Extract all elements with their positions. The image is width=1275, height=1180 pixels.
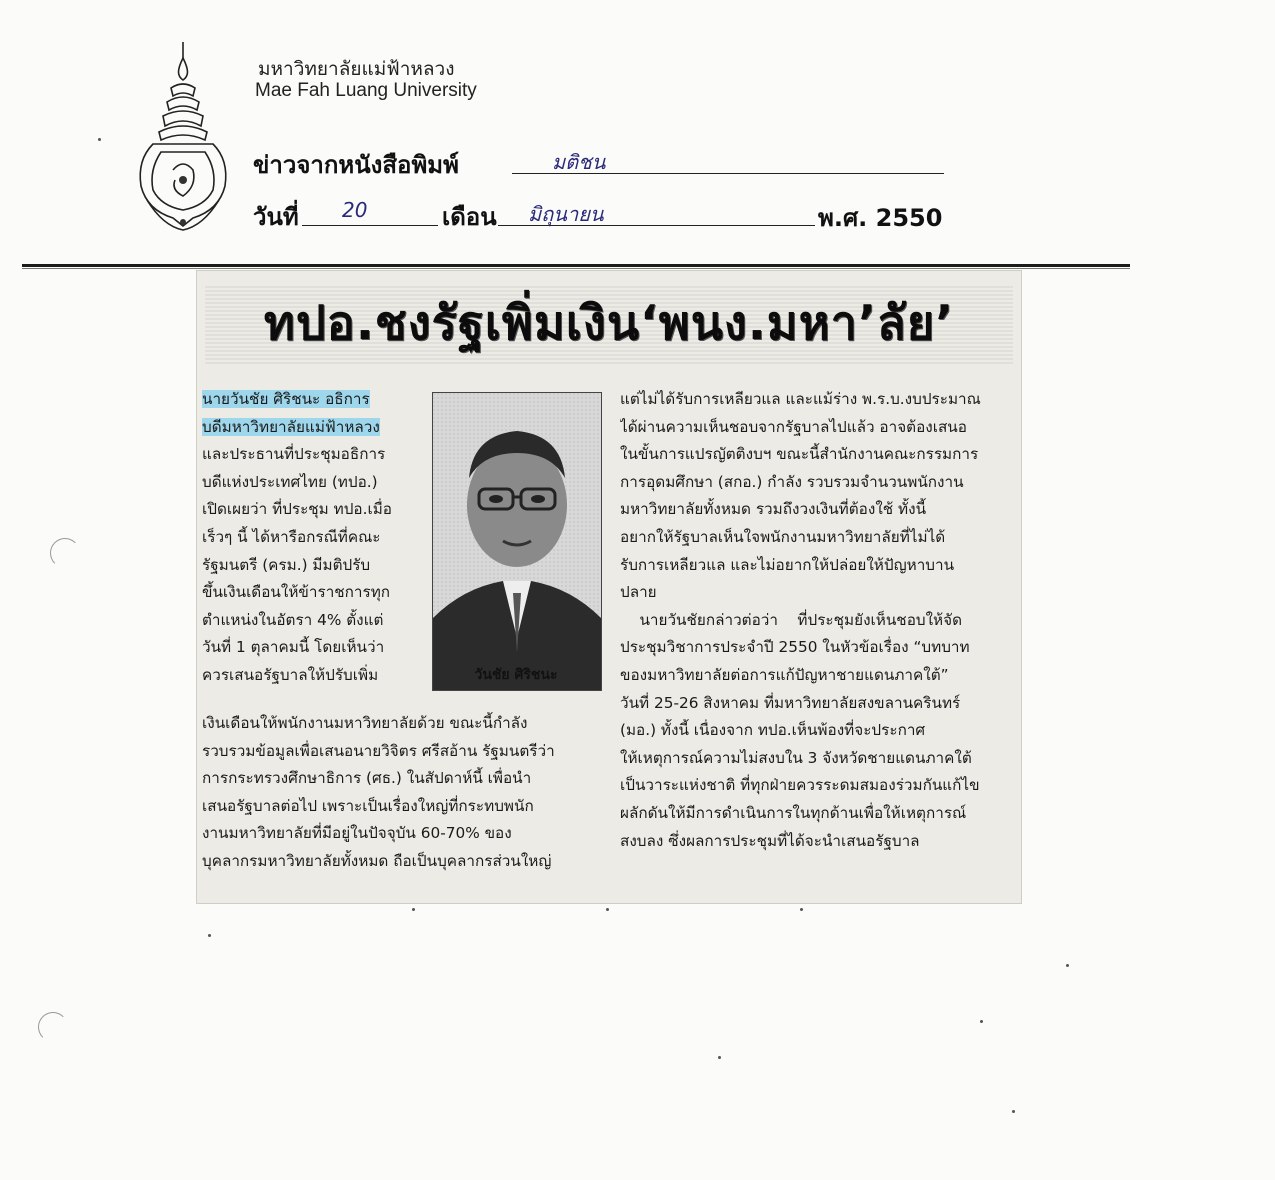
month-value-handwritten: มิถุนายน [528,202,604,226]
article-line [202,414,430,442]
article-line: การอุดมศึกษา (สกอ.) กำลัง รวบรวมจำนวนพนักงาน [620,472,964,491]
article-line: ของมหาวิทยาลัยต่อการแก้ปัญหาชายแดนภาคใต้” [620,665,949,684]
header-divider [22,264,1130,267]
highlighted-text: บดีมหาวิทยาลัยแม่ฟ้าหลวง [202,417,380,436]
scan-speck [1012,1110,1015,1113]
article-line: เสนอรัฐบาลต่อไป เพราะเป็นเรื่องใหญ่ที่กระทบพนัก [202,796,534,815]
scan-speck [208,934,211,937]
article-line: นายวันชัยกล่าวต่อว่า ที่ประชุมยังเห็นชอบให้จัด [620,610,963,629]
highlighted-text: นายวันชัย ศิริชนะ อธิการ [202,390,370,408]
article-line: ประชุมวิชาการประจำปี 2550 ในหัวข้อเรื่อง “บทบาท [620,638,970,657]
article-line: อยากให้รัฐบาลเห็นใจพนักงานมหาวิทยาลัยที่ไม่ได้ [620,527,946,546]
header-divider-thin [22,268,1130,269]
newspaper-name-field [512,146,944,174]
article-line: และประธานที่ประชุมอธิการ [202,445,386,464]
scan-speck [980,1020,983,1023]
scan-speck [412,908,415,911]
article-line: เป็นวาระแห่งชาติ ที่ทุกฝ่ายควรระดมสมองร่วมกันแก้ไข [620,776,980,795]
article-line: ปลาย [620,583,657,602]
article-left-column-narrow [202,386,430,690]
article-line [202,386,430,414]
university-name-english: Mae Fah Luang University [255,80,477,101]
day-field [302,198,438,226]
article-line: วันที่ 1 ตุลาคมนี้ โดยเห็นว่า [202,638,385,657]
scan-speck [1066,964,1069,967]
article-line: เปิดเผยว่า ที่ประชุม ทปอ.เมื่อ [202,500,392,519]
article-line: รับการเหลียวแล และไม่อยากให้ปล่อยให้ปัญหาบาน [620,555,955,574]
punch-hole-mark [50,538,80,568]
article-line: รัฐมนตรี (ครม.) มีมติปรับ [202,555,371,574]
article-line: ผลักดันให้มีการดำเนินการในทุกด้านเพื่อให้เหตุการณ์ [620,803,967,822]
article-line: บดีแห่งประเทศไทย (ทปอ.) [202,472,378,491]
scan-speck [606,908,609,911]
scan-speck [98,138,101,141]
article-line: มหาวิทยาลัยทั้งหมด รวมถึงวงเงินที่ต้องใช้ ทั้งนี้ [620,500,927,519]
news-from-label: ข่าวจากหนังสือพิมพ์ [253,151,459,179]
article-line: งานมหาวิทยาลัยที่มีอยู่ในปัจจุบัน 60-70% ของ [202,824,512,843]
article-headline: ทปอ.ชงรัฐเพิ่มเงิน‘พนง.มหา’ลัย’ [205,284,1013,364]
day-label: วันที่ [253,203,299,231]
day-value-handwritten: 20 [342,198,368,222]
article-line: เงินเดือนให้พนักงานมหาวิทยาลัยด้วย ขณะนี้กำลัง [202,714,528,732]
month-label: เดือน [442,203,497,231]
article-line: แต่ไม่ได้รับการเหลียวแล และแม้ร่าง พ.ร.บ.งบประมาณ [620,390,981,408]
article-line: ให้เหตุการณ์ความไม่สงบใน 3 จังหวัดชายแดนภาคใต้ [620,748,972,767]
university-logo [133,40,233,235]
newspaper-name-handwritten: มติชน [552,150,606,174]
article-line: เร็วๆ นี้ ได้หารือกรณีที่คณะ [202,527,381,546]
article-line: ได้ผ่านความเห็นชอบจากรัฐบาลไปแล้ว อาจต้องเสนอ [620,417,967,436]
university-name-thai: มหาวิทยาลัยแม่ฟ้าหลวง [258,58,455,80]
portrait-illustration [433,393,601,690]
article-line: วันที่ 25-26 สิงหาคม ที่มหาวิทยาลัยสงขลานครินทร์ [620,693,961,712]
month-field [498,198,815,226]
article-line: สงบลง ซึ่งผลการประชุมที่ได้จะนำเสนอรัฐบาล [620,831,920,850]
article-line: ตำแหน่งในอัตรา 4% ตั้งแต่ [202,610,384,629]
article-line: (มอ.) ทั้งนี้ เนื่องจาก ทปอ.เห็นพ้องที่จะประกาศ [620,721,926,740]
year-label: พ.ศ. 2550 [818,204,943,232]
portrait-photo [432,392,602,691]
scan-speck [718,1056,721,1059]
punch-hole-mark [38,1012,68,1042]
scan-speck [800,908,803,911]
article-right-column [620,386,1018,855]
article-line: บุคลากรมหาวิทยาลัยทั้งหมด ถือเป็นบุคลากรส่วนใหญ่ [202,851,552,870]
article-line: ขึ้นเงินเดือนให้ข้าราชการทุก [202,583,391,602]
article-left-column-wide [202,710,602,876]
article-line: ในขั้นการแปรญัตติงบฯ ขณะนี้สำนักงานคณะกรรมการ [620,445,979,464]
article-line: ควรเสนอรัฐบาลให้ปรับเพิ่ม [202,665,379,684]
article-line: รวบรวมข้อมูลเพื่อเสนอนายวิจิตร ศรีสอ้าน รัฐมนตรีว่า [202,741,555,760]
article-line: การกระทรวงศึกษาธิการ (ศธ.) ในสัปดาห์นี้ เพื่อนำ [202,769,532,788]
photo-caption: วันชัย ศิริชนะ [474,667,558,683]
